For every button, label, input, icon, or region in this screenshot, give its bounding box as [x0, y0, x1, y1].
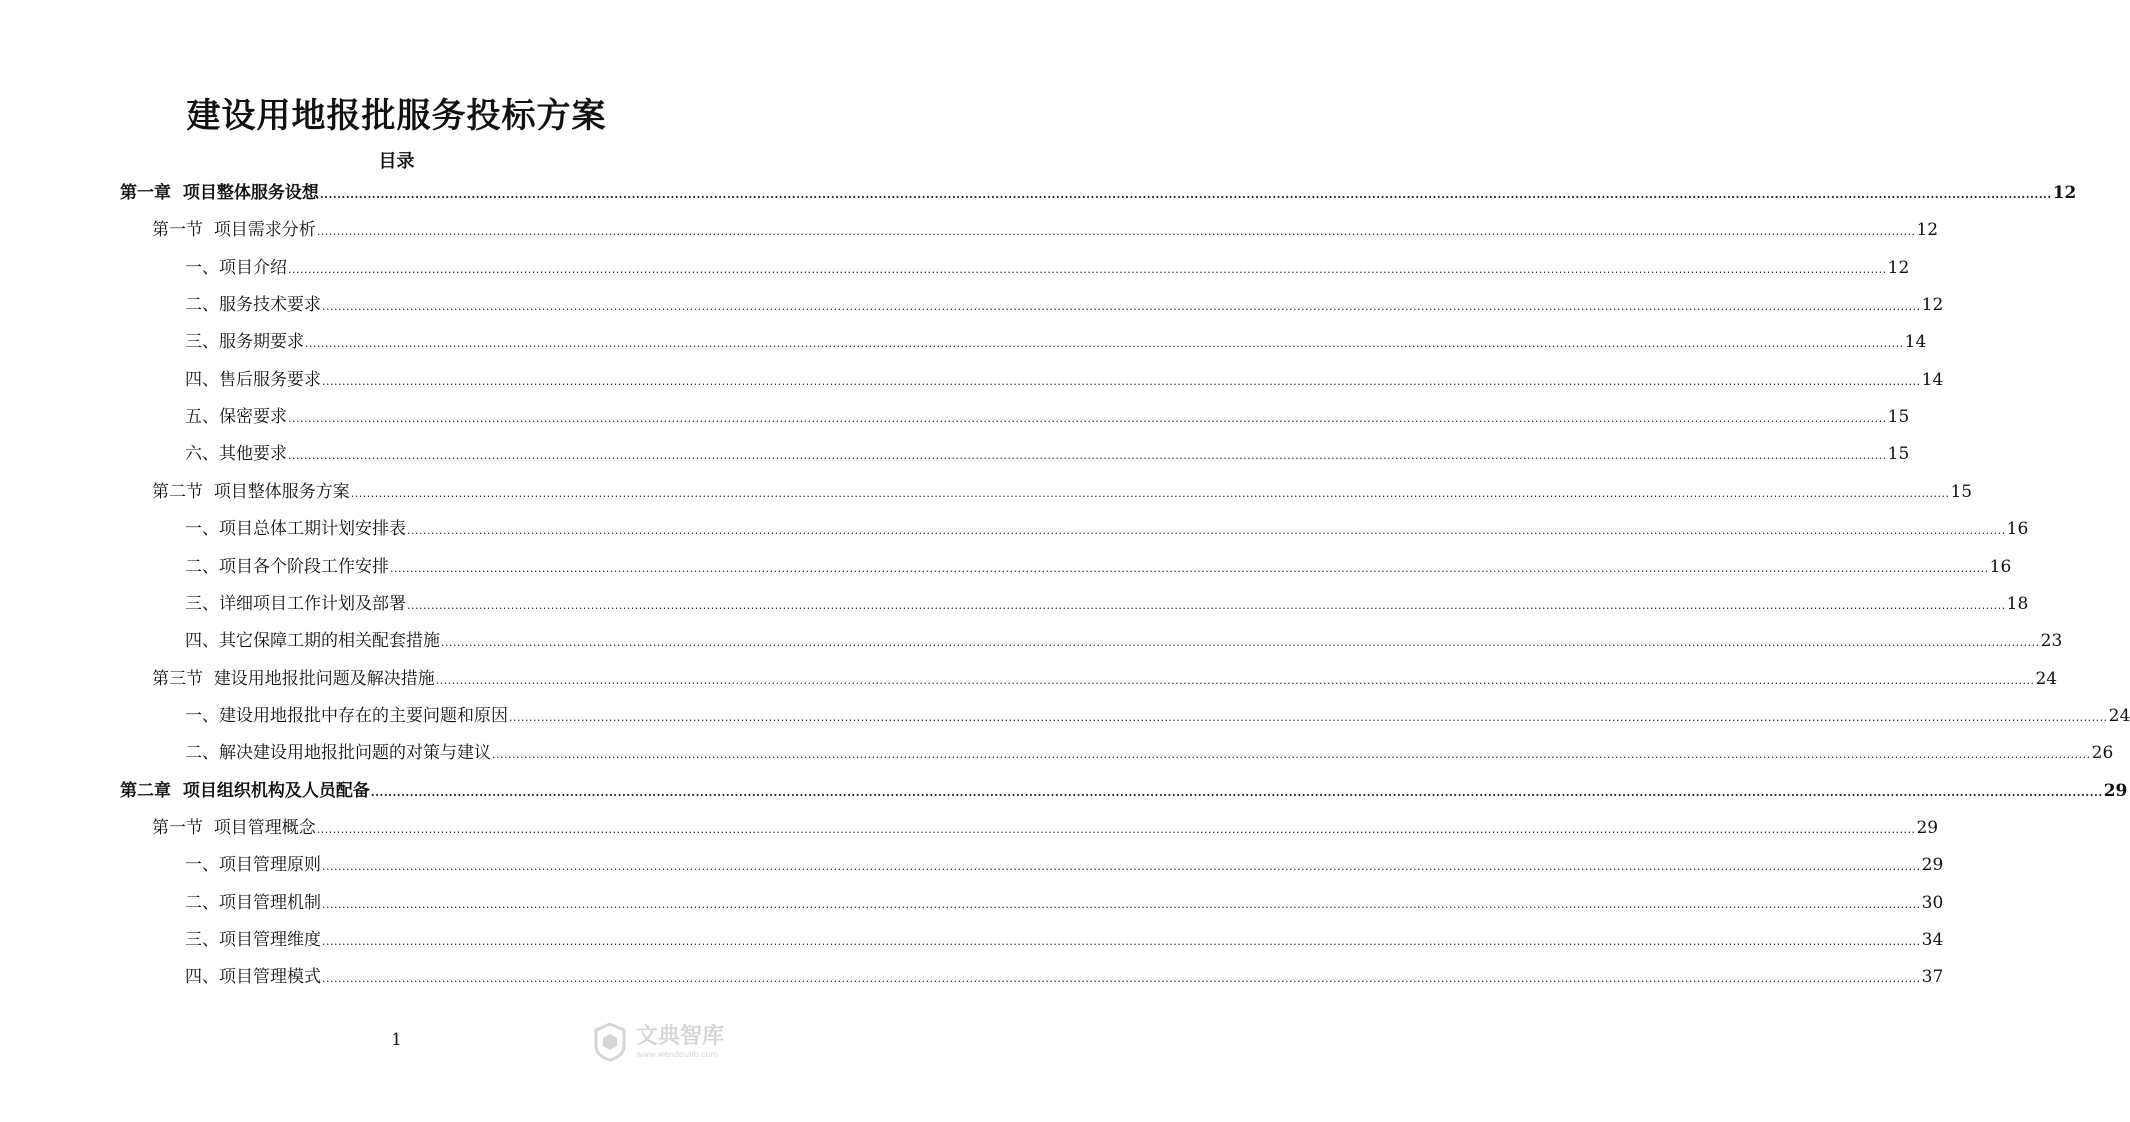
toc-entry-number: 二、: [185, 892, 219, 913]
toc-entry-page: 23: [2040, 631, 2063, 652]
toc-entry-number: 第一节: [152, 817, 214, 838]
toc-entry-label: 其它保障工期的相关配套措施: [219, 631, 440, 652]
toc-entry-page: 12: [2052, 183, 2077, 203]
toc-leader-dots: ................................................................................................................................................................................................................................................................................................................................................................................................................: [288, 262, 1887, 276]
toc-entry-number: 二、: [185, 743, 219, 764]
toc-entry-number: 五、: [185, 407, 219, 428]
toc-entry[interactable]: [185, 324, 1927, 361]
toc-entry-page: 24: [2035, 668, 2058, 689]
toc-leader-dots: ................................................................................................................................................................................................................................................................................................................................................................................................................: [316, 225, 1916, 239]
toc-entry-label: 项目整体服务设想: [182, 183, 319, 203]
toc-entry[interactable]: [185, 287, 1944, 324]
toc-entry[interactable]: [185, 362, 1944, 399]
toc-entry-label: 项目组织机构及人员配备: [182, 780, 370, 801]
toc-entry-label: 建设用地报批问题及解决措施: [213, 668, 435, 689]
toc-entry-label: 售后服务要求: [219, 369, 321, 390]
toc-leader-dots: ................................................................................................................................................................................................................................................................................................................................................................................................................: [305, 337, 1904, 351]
toc-entry-label: 项目需求分析: [213, 220, 316, 241]
toc-leader-dots: ................................................................................................................................................................................................................................................................................................................................................................................................................: [319, 188, 2052, 201]
page-number: 1: [391, 1030, 402, 1050]
toc-entry-label: 详细项目工作计划及部署: [219, 593, 406, 614]
toc-entry[interactable]: [185, 698, 2130, 735]
toc-leader-dots: ................................................................................................................................................................................................................................................................................................................................................................................................................: [350, 486, 1950, 500]
toc-entry[interactable]: [185, 586, 2029, 623]
toc-entry[interactable]: [120, 773, 2128, 810]
toc-entry-label: 项目整体服务方案: [213, 481, 350, 502]
toc-leader-dots: ................................................................................................................................................................................................................................................................................................................................................................................................................: [322, 935, 1921, 948]
toc-entry-page: 14: [1904, 332, 1927, 353]
watermark-url: www.wendoulib.com: [636, 1049, 719, 1059]
toc-entry[interactable]: [185, 922, 1944, 959]
toc-entry-label: 项目管理原则: [219, 855, 321, 876]
toc-entry-number: 三、: [185, 332, 219, 353]
toc-entry-number: 一、: [185, 705, 219, 726]
toc-entry-page: 16: [1989, 556, 2012, 577]
toc-leader-dots: ................................................................................................................................................................................................................................................................................................................................................................................................................: [322, 897, 1921, 911]
toc-entry-number: 四、: [185, 967, 219, 988]
document-title: 建设用地报批服务投标方案: [186, 96, 607, 136]
toc-entry-page: 15: [1887, 444, 1910, 465]
toc-leader-dots: ................................................................................................................................................................................................................................................................................................................................................................................................................: [322, 972, 1921, 986]
toc-entry-page: 12: [1887, 257, 1910, 278]
toc-entry-label: 项目管理模式: [219, 967, 321, 988]
toc-entry-page: 37: [1921, 967, 1944, 988]
wendian-logo-icon: [590, 1022, 630, 1062]
toc-entry-page: 16: [2006, 519, 2029, 540]
toc-entry-label: 其他要求: [219, 444, 287, 465]
toc-entry-number: 四、: [185, 369, 219, 390]
toc-leader-dots: ................................................................................................................................................................................................................................................................................................................................................................................................................: [370, 785, 2103, 799]
toc-leader-dots: ................................................................................................................................................................................................................................................................................................................................................................................................................: [435, 673, 2035, 687]
toc-entry-number: 六、: [185, 444, 219, 465]
watermark-text: 文典智库: [636, 1023, 725, 1049]
toc-leader-dots: ................................................................................................................................................................................................................................................................................................................................................................................................................: [322, 374, 1921, 388]
toc-entry-number: 二、: [185, 556, 219, 577]
toc-entry-label: 项目管理概念: [213, 817, 316, 838]
toc-entry-number: 三、: [185, 593, 219, 614]
toc-entry-number: 三、: [185, 930, 219, 950]
toc-entry-label: 服务期要求: [219, 332, 304, 353]
toc-entry-number: 一、: [185, 519, 219, 540]
toc-leader-dots: ................................................................................................................................................................................................................................................................................................................................................................................................................: [322, 300, 1921, 314]
toc-entry-number: 第一节: [152, 220, 214, 241]
toc-entry-page: 29: [1916, 817, 1939, 838]
toc-entry-page: 15: [1887, 407, 1910, 428]
toc-entry-page: 29: [1921, 855, 1944, 876]
toc-entry-label: 项目各个阶段工作安排: [219, 556, 389, 577]
toc-entry[interactable]: [185, 511, 2029, 548]
toc-entry-page: 18: [2006, 593, 2029, 614]
toc-entry-label: 建设用地报批中存在的主要问题和原因: [219, 705, 508, 726]
toc-entry-page: 29: [2103, 780, 2128, 801]
toc-entry[interactable]: [120, 175, 2077, 212]
toc-entry-label: 项目管理维度: [219, 930, 321, 950]
toc-entry-label: 保密要求: [219, 407, 287, 428]
watermark: [590, 1022, 724, 1062]
toc-entry[interactable]: [185, 959, 1944, 996]
toc-leader-dots: ................................................................................................................................................................................................................................................................................................................................................................................................................: [509, 710, 2108, 724]
toc-entry-number: 第二节: [152, 481, 214, 502]
toc-entry-number: 一、: [185, 855, 219, 876]
toc-entry-label: 项目介绍: [219, 257, 287, 278]
toc-entry[interactable]: [185, 847, 1944, 884]
toc-entry[interactable]: [185, 250, 1910, 287]
toc-entry-number: 第二章: [120, 780, 183, 801]
toc-entry-page: 12: [1921, 295, 1944, 316]
toc-heading: 目录: [378, 151, 415, 172]
toc-entry-page: 24: [2108, 705, 2130, 726]
toc-leader-dots: ................................................................................................................................................................................................................................................................................................................................................................................................................: [288, 412, 1887, 426]
toc-entry[interactable]: [152, 661, 2058, 698]
toc-entry[interactable]: [152, 810, 1939, 847]
toc-entry-label: 解决建设用地报批问题的对策与建议: [219, 743, 491, 764]
toc-entry-page: 15: [1950, 481, 1973, 502]
toc-entry-number: 一、: [185, 257, 219, 278]
toc-leader-dots: ................................................................................................................................................................................................................................................................................................................................................................................................................: [288, 449, 1887, 463]
toc-entry[interactable]: [152, 212, 1939, 249]
toc-leader-dots: ................................................................................................................................................................................................................................................................................................................................................................................................................: [441, 636, 2040, 650]
toc-entry-number: 第一章: [120, 183, 183, 203]
toc-entry[interactable]: [185, 399, 1910, 436]
toc-entry[interactable]: [185, 436, 1910, 473]
toc-entry-label: 服务技术要求: [219, 295, 321, 316]
toc-leader-dots: ................................................................................................................................................................................................................................................................................................................................................................................................................: [407, 598, 2006, 612]
toc-entry-number: 第三节: [152, 668, 214, 689]
toc-entry-number: 四、: [185, 631, 219, 652]
toc-entry[interactable]: [185, 735, 2114, 772]
toc-leader-dots: ................................................................................................................................................................................................................................................................................................................................................................................................................: [316, 822, 1916, 836]
toc-entry[interactable]: [152, 474, 1973, 511]
toc-entry-label: 项目总体工期计划安排表: [219, 519, 406, 540]
toc-entry-page: 26: [2091, 743, 2114, 764]
toc-entry-number: 二、: [185, 295, 219, 316]
toc-entry-page: 14: [1921, 369, 1944, 390]
toc-entry-page: 12: [1916, 220, 1939, 241]
toc-leader-dots: ................................................................................................................................................................................................................................................................................................................................................................................................................: [407, 524, 2006, 538]
toc-leader-dots: ................................................................................................................................................................................................................................................................................................................................................................................................................: [492, 748, 2091, 762]
toc-entry[interactable]: [185, 549, 2012, 586]
toc-leader-dots: ................................................................................................................................................................................................................................................................................................................................................................................................................: [390, 561, 1989, 575]
toc-entry[interactable]: [185, 623, 2063, 660]
toc-entry[interactable]: [185, 885, 1944, 922]
toc-entry-page: 30: [1921, 892, 1944, 913]
toc-leader-dots: ................................................................................................................................................................................................................................................................................................................................................................................................................: [322, 860, 1921, 874]
toc-entry-page: 34: [1921, 930, 1944, 950]
toc-entry-label: 项目管理机制: [219, 892, 321, 913]
